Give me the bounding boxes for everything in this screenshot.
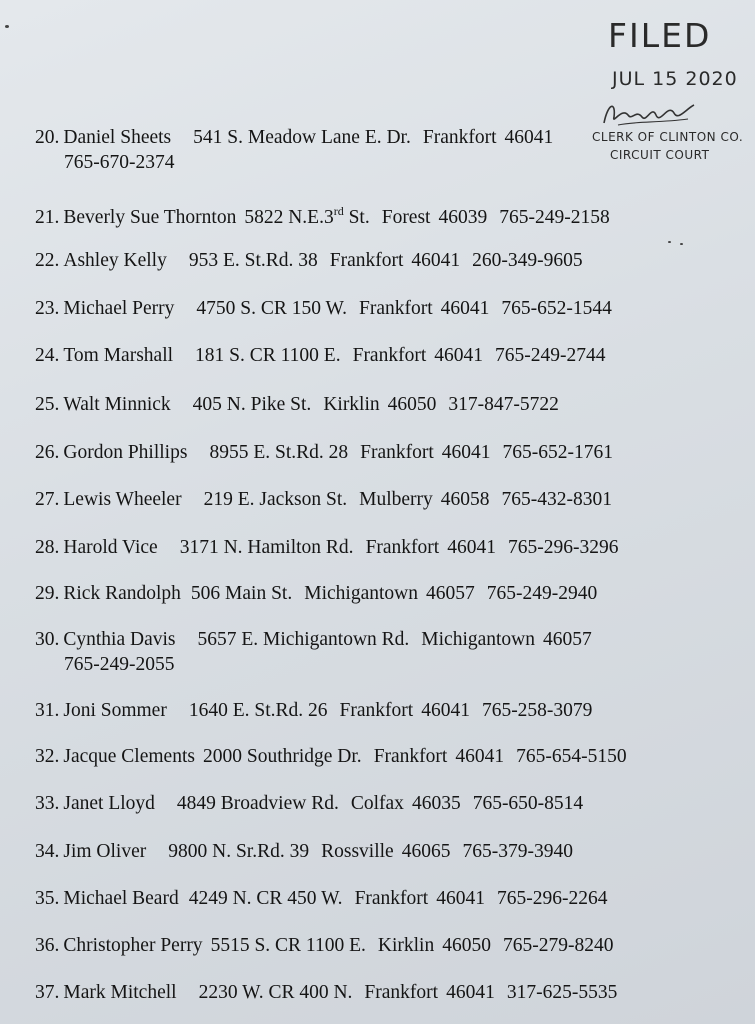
entry-address: 2000 Southridge Dr. — [202, 746, 362, 767]
entry-address-street: St. — [343, 206, 370, 228]
stray-mark — [680, 243, 683, 245]
list-item — [35, 440, 615, 465]
list-item — [35, 886, 615, 911]
entry-name: Joni Sommer — [63, 700, 167, 721]
entry-zip: 46041 — [436, 888, 485, 909]
entry-phone: 765-258-3079 — [481, 700, 593, 721]
entry-address: 181 S. CR 1100 E. — [195, 345, 341, 366]
entry-city: Frankfort — [422, 127, 497, 148]
entry-name: Cynthia Davis — [63, 629, 176, 650]
entry-zip: 46065 — [401, 841, 451, 862]
entry-number: 31. — [35, 700, 60, 721]
entry-phone: 765-279-8240 — [502, 935, 614, 956]
entry-city: Frankfort — [359, 298, 433, 319]
stamp-court-text: CIRCUIT COURT — [610, 148, 710, 162]
entry-address — [244, 199, 369, 230]
entry-zip: 46041 — [421, 700, 470, 721]
stray-mark — [668, 241, 671, 243]
entry-phone: 765-249-2940 — [486, 583, 598, 604]
list-item — [35, 933, 615, 958]
entry-zip: 46058 — [440, 489, 490, 510]
entry-phone: 765-249-2158 — [499, 206, 610, 228]
entry-zip: 46057 — [543, 629, 592, 650]
entry-number: 30. — [35, 629, 60, 650]
entry-number: 36. — [35, 935, 60, 956]
entry-phone: 765-670-2374 — [64, 152, 175, 173]
entry-city: Kirklin — [377, 935, 435, 956]
entry-phone: 765-249-2744 — [495, 345, 606, 366]
stray-mark — [5, 25, 9, 28]
entry-zip: 46050 — [387, 394, 437, 415]
entry-city: Mulberry — [359, 489, 433, 510]
entry-name: Jim Oliver — [63, 841, 147, 862]
entry-name: Tom Marshall — [63, 345, 174, 366]
entry-address: 541 S. Meadow Lane E. Dr. — [193, 127, 411, 148]
entry-zip: 46041 — [441, 442, 491, 463]
entry-city: Frankfort — [364, 982, 439, 1003]
list-item — [35, 791, 615, 816]
list-item — [35, 627, 615, 677]
entry-phone: 765-296-3296 — [507, 537, 619, 558]
stamp-filed-text: FILED — [608, 16, 712, 55]
entry-address: 5515 S. CR 1100 E. — [210, 935, 366, 956]
entry-zip: 46041 — [411, 250, 461, 271]
entry-address-suffix: rd — [333, 204, 344, 218]
list-item — [35, 343, 615, 368]
list-item — [35, 199, 615, 230]
entry-number: 32. — [35, 746, 60, 767]
stamp-clerk-text: CLERK OF CLINTON CO. — [592, 130, 744, 144]
entry-city: Frankfort — [360, 442, 434, 463]
entry-name: Lewis Wheeler — [63, 489, 182, 510]
entry-address: 8955 E. St.Rd. 28 — [209, 442, 349, 463]
entry-city: Colfax — [350, 793, 404, 814]
entry-zip: 46039 — [438, 206, 488, 228]
entry-address: 3171 N. Hamilton Rd. — [179, 537, 354, 558]
entry-phone: 317-625-5535 — [506, 982, 618, 1003]
entry-city: Frankfort — [354, 888, 429, 909]
entry-phone: 765-249-2055 — [64, 654, 175, 675]
entry-phone: 260-349-9605 — [472, 250, 583, 271]
entry-phone: 765-296-2264 — [496, 888, 608, 909]
entry-zip: 46041 — [440, 298, 490, 319]
entry-zip: 46057 — [425, 583, 475, 604]
list-item — [35, 392, 615, 417]
entry-number: 28. — [35, 537, 60, 558]
entry-name: Gordon Phillips — [63, 442, 188, 463]
entry-address: 5657 E. Michigantown Rd. — [197, 629, 410, 650]
entry-city: Michigantown — [304, 583, 418, 604]
entry-name: Michael Perry — [63, 298, 175, 319]
entry-name: Ashley Kelly — [63, 250, 167, 271]
entry-name: Harold Vice — [63, 537, 158, 558]
entry-city: Frankfort — [352, 345, 427, 366]
entry-zip: 46041 — [455, 746, 505, 767]
entry-name: Michael Beard — [63, 888, 179, 909]
entry-phone: 765-650-8514 — [472, 793, 584, 814]
entry-name: Rick Randolph — [63, 583, 181, 604]
stamp-date: JUL 15 2020 — [612, 68, 738, 90]
entry-name: Beverly Sue Thornton — [63, 206, 237, 228]
entry-name: Walt Minnick — [63, 394, 171, 415]
entry-city: Frankfort — [329, 250, 404, 271]
entry-number: 20. — [35, 127, 60, 148]
entry-name: Jacque Clements — [63, 746, 195, 767]
entry-zip: 46050 — [442, 935, 491, 956]
entry-number: 25. — [35, 394, 60, 415]
entry-number: 34. — [35, 841, 60, 862]
list-item — [35, 487, 615, 512]
entry-name: Janet Lloyd — [63, 793, 155, 814]
entry-zip: 46035 — [411, 793, 461, 814]
entry-city: Frankfort — [339, 700, 414, 721]
entry-phone: 765-379-3940 — [462, 841, 573, 862]
entry-name: Daniel Sheets — [63, 127, 172, 148]
entry-zip: 46041 — [446, 982, 495, 1003]
list-item — [35, 125, 615, 175]
entry-city: Frankfort — [373, 746, 448, 767]
entry-phone: 765-654-5150 — [516, 746, 627, 767]
list-item — [35, 698, 615, 723]
entry-phone: 317-847-5722 — [448, 394, 559, 415]
entry-number: 26. — [35, 442, 60, 463]
list-item — [35, 535, 619, 560]
list-item — [35, 744, 627, 769]
list-item — [35, 839, 615, 864]
entry-city: Kirklin — [323, 394, 380, 415]
entry-address: 1640 E. St.Rd. 26 — [188, 700, 328, 721]
entry-number: 21. — [35, 206, 60, 228]
entry-name: Christopher Perry — [63, 935, 203, 956]
entry-city: Forest — [381, 206, 431, 228]
entry-address: 506 Main St. — [190, 583, 293, 604]
entry-phone: 765-652-1544 — [501, 298, 612, 319]
entry-phone: 765-652-1761 — [502, 442, 614, 463]
entry-zip: 46041 — [504, 127, 554, 148]
entry-number: 27. — [35, 489, 60, 510]
entry-address: 953 E. St.Rd. 38 — [188, 250, 318, 271]
entry-number: 29. — [35, 583, 60, 604]
entry-number: 24. — [35, 345, 60, 366]
entry-city: Michigantown — [421, 629, 536, 650]
entry-number: 37. — [35, 982, 60, 1003]
entry-address: 4750 S. CR 150 W. — [196, 298, 348, 319]
entry-zip: 46041 — [434, 345, 483, 366]
list-item — [35, 248, 615, 273]
entry-address-number: 5822 N.E.3 — [244, 206, 334, 228]
entry-number: 22. — [35, 250, 60, 271]
list-item — [35, 581, 615, 606]
entry-number: 35. — [35, 888, 60, 909]
list-item — [35, 980, 618, 1005]
entry-number: 33. — [35, 793, 60, 814]
entry-phone: 765-432-8301 — [501, 489, 613, 510]
entry-number: 23. — [35, 298, 60, 319]
entry-city: Frankfort — [365, 537, 440, 558]
entry-address: 9800 N. Sr.Rd. 39 — [168, 841, 310, 862]
entry-address: 4849 Broadview Rd. — [176, 793, 339, 814]
entry-city: Rossville — [321, 841, 394, 862]
entry-address: 405 N. Pike St. — [192, 394, 312, 415]
entry-zip: 46041 — [447, 537, 496, 558]
entry-address: 4249 N. CR 450 W. — [188, 888, 343, 909]
entry-address: 2230 W. CR 400 N. — [198, 982, 353, 1003]
entry-name: Mark Mitchell — [63, 982, 177, 1003]
entry-address: 219 E. Jackson St. — [203, 489, 348, 510]
list-item — [35, 296, 615, 321]
